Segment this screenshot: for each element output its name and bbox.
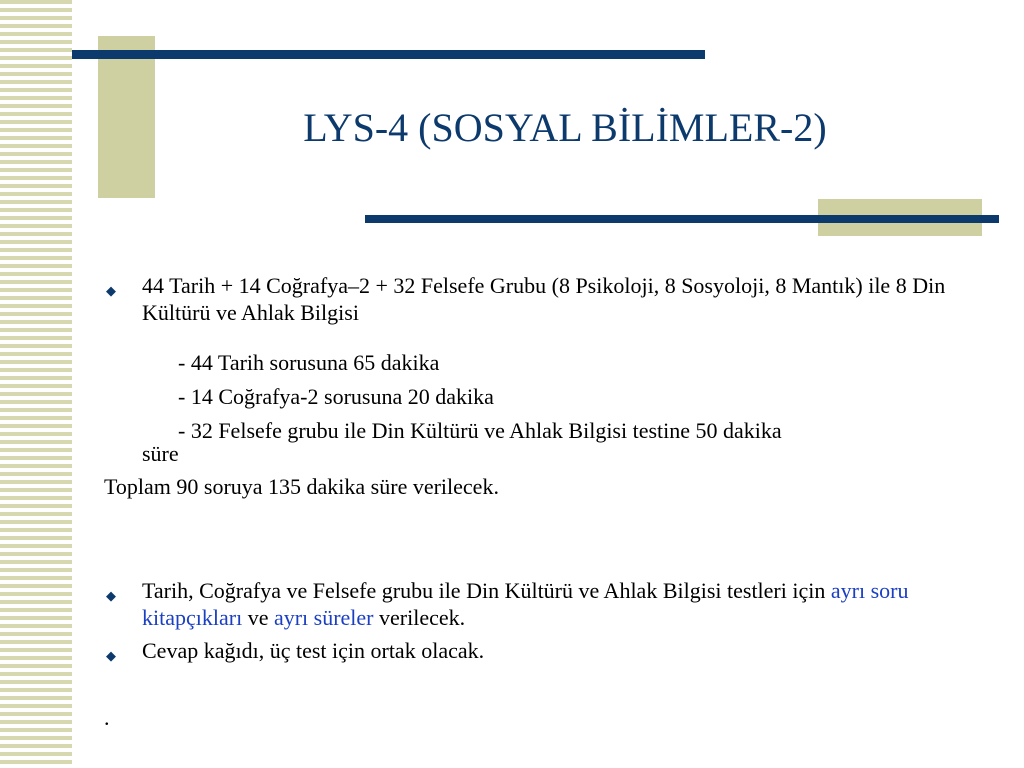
total-line: Toplam 90 soruya 135 dakika süre verilecek. <box>104 474 499 499</box>
left-stripes-decoration <box>0 0 72 768</box>
bullet-text-2-part2: ve <box>242 605 274 630</box>
top-navy-bar <box>72 50 705 59</box>
highlight-separate-durations: ayrı süreler <box>273 605 374 630</box>
slide-content <box>104 272 984 731</box>
bullet-item-2 <box>104 577 984 631</box>
olive-block-left <box>98 36 155 198</box>
sub-item-tarih: - 44 Tarih sorusuna 65 dakika <box>178 350 440 375</box>
sub-item-cografya: - 14 Coğrafya-2 sorusuna 20 dakika <box>178 384 494 409</box>
bullet-text-2-part3: verilecek. <box>373 605 466 630</box>
slide-title: LYS-4 (SOSYAL BİLİMLER-2) <box>303 105 827 150</box>
diamond-bullet-icon: ◆ <box>106 588 116 603</box>
highlight-separate-booklets: ayrı soru kitapçıkları <box>142 578 909 630</box>
bullet-item-3 <box>104 637 984 664</box>
bullet-text-2-part1: Tarih, Coğrafya ve Felsefe grubu ile Din Kültürü ve Ahlak Bilgisi testleri için <box>142 578 831 603</box>
diamond-bullet-icon: ◆ <box>106 648 116 663</box>
bullet-text-3: Cevap kağıdı, üç test için ortak olacak. <box>142 638 485 663</box>
bottom-navy-bar <box>365 215 999 223</box>
diamond-bullet-icon: ◆ <box>106 283 116 298</box>
sub-item-felsefe: - 32 Felsefe grubu ile Din Kültürü ve Ahlak Bilgisi testine 50 dakika <box>178 418 782 443</box>
bullet-text-1: 44 Tarih + 14 Coğrafya–2 + 32 Felsefe Grubu (8 Psikoloji, 8 Sosyoloji, 8 Mantık) ile 8 Din Kültürü ve Ahlak Bilgisi <box>142 273 946 325</box>
bullet-item-1 <box>104 272 984 326</box>
trailing-dot: . <box>104 705 110 730</box>
sub-item-felsefe-continued: süre <box>142 441 179 466</box>
